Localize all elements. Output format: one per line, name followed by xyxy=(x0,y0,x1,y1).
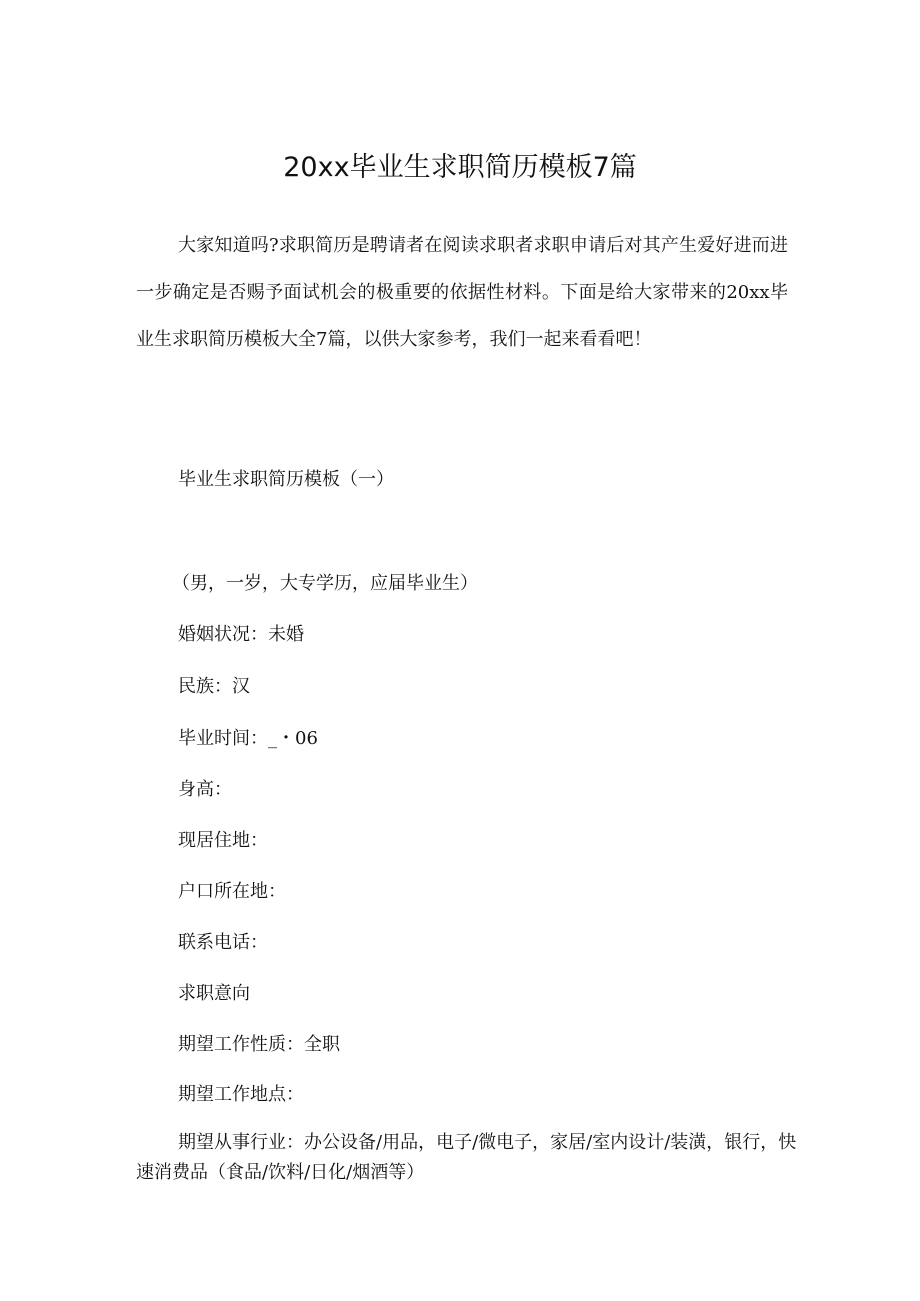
field-desired-industry: 期望从事行业：办公设备/用品，电子/微电子，家居/室内设计/装潢，银行，快速消费品（食品/饮料/日化/烟酒等） xyxy=(136,1132,797,1183)
field-job-type: 期望工作性质：全职 xyxy=(178,1034,340,1055)
field-height: 身高： xyxy=(178,779,232,800)
field-ethnicity: 民族：汉 xyxy=(178,676,250,697)
field-marital-status: 婚姻状况：未婚 xyxy=(178,624,304,645)
intro-paragraph: 大家知道吗?求职简历是聘请者在阅读求职者求职申请后对其产生爱好进而进一步确定是否赐予面试机会的极重要的依据性材料。下面是给大家带来的20xx毕业生求职简历模板大全7篇，以供大家参考，我们一起来看看吧！ xyxy=(136,235,788,350)
job-intention-heading: 求职意向 xyxy=(178,983,250,1004)
profile-summary: （男，一岁，大专学历，应届毕业生） xyxy=(172,573,478,594)
field-household-registration: 户口所在地： xyxy=(178,881,286,902)
field-current-residence: 现居住地： xyxy=(178,830,268,851)
document-title: 20xx毕业生求职简历模板7篇 xyxy=(283,152,637,183)
section-heading: 毕业生求职简历模板（一） xyxy=(178,469,394,490)
field-job-location: 期望工作地点： xyxy=(178,1084,304,1105)
field-graduation-time: 毕业时间：_・06 xyxy=(178,728,318,749)
field-phone: 联系电话： xyxy=(178,932,268,953)
